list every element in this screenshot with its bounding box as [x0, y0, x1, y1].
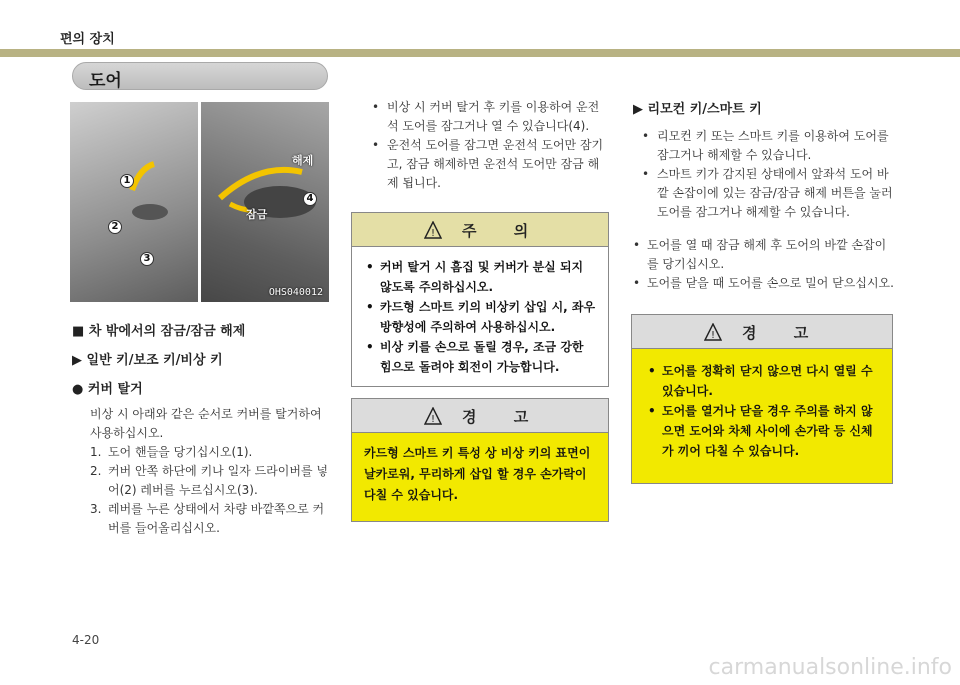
header-band	[0, 0, 960, 50]
section-title: 편의 장치	[60, 32, 115, 47]
door-handle-shape	[132, 204, 168, 220]
list-item: • 도어를 정확히 닫지 않으면 다시 열릴 수 있습니다.	[648, 364, 873, 398]
step-item: 2. 커버 안쪽 하단에 키나 일자 드라이버를 넣어(2) 레버를 누르십시오(3).	[90, 464, 328, 497]
step-item: 1. 도어 핸들을 당기십시오(1).	[90, 445, 253, 459]
svg-text:!: !	[430, 228, 436, 239]
circle-bullet-icon: ●	[72, 382, 88, 397]
header-rule	[0, 49, 960, 57]
warning-triangle-icon	[704, 323, 722, 341]
heading-key-types: ▶ 일반 키/보조 키/비상 키	[72, 353, 223, 368]
triangle-bullet-icon: ▶	[72, 353, 87, 368]
chapter-title: 도어	[89, 71, 122, 91]
square-bullet-icon: ■	[72, 324, 89, 339]
label-release: 해제	[292, 154, 314, 167]
middle-column	[363, 98, 609, 193]
warning-title: 경 고	[462, 408, 545, 426]
triangle-bullet-icon: ▶	[633, 102, 648, 117]
warning-triangle-icon	[424, 221, 442, 239]
caution-content	[352, 247, 608, 387]
marker-1: 1	[120, 174, 134, 188]
note-item: • 도어를 열 때 잠금 해제 후 도어의 바깥 손잡이를 당기십시오.	[633, 238, 887, 271]
page-header	[0, 0, 960, 56]
warning-header	[352, 399, 608, 433]
warning-content	[632, 349, 892, 483]
svg-text:!: !	[710, 330, 716, 341]
heading-outside-lock: ■ 차 밖에서의 잠금/잠금 해제	[72, 324, 246, 339]
warning-content: 카드형 스마트 키 특성 상 비상 키의 표면이 날카로워, 무리하게 삽입 할 경우 손가락이 다칠 수 있습니다.	[352, 433, 608, 521]
list-item: • 리모컨 키 또는 스마트 키를 이용하여 도어를 잠그거나 해제할 수 있습니다.	[642, 129, 889, 162]
arrow-1	[132, 164, 154, 190]
warning-triangle-icon	[424, 407, 442, 425]
cover-intro: 비상 시 아래와 같은 순서로 커버를 탈거하여 사용하십시오.	[90, 407, 322, 440]
step-item: 3. 레버를 누른 상태에서 차량 바깥쪽으로 커버를 들어올리십시오.	[90, 502, 325, 535]
marker-4: 4	[303, 192, 317, 206]
watermark: carmanualsonline.info	[708, 655, 952, 680]
note-item: • 도어를 닫을 때 도어를 손으로 밀어 닫으십시오.	[633, 276, 894, 290]
figure-code: OHS040012	[268, 287, 323, 298]
caution-header	[352, 213, 608, 247]
list-item: • 스마트 키가 감지된 상태에서 앞좌석 도어 바깥 손잡이에 있는 잠금/잠금 해제 버튼을 눌러 도어를 잠그거나 해제할 수 있습니다.	[642, 167, 893, 219]
heading-cover-removal: ● 커버 탈거	[72, 382, 143, 397]
figure-arrows	[70, 102, 329, 302]
right-column	[633, 98, 895, 293]
left-column	[72, 320, 334, 538]
marker-2: 2	[108, 220, 122, 234]
list-item: • 커버 탈거 시 흠집 및 커버가 분실 되지 않도록 주의하십시오.	[366, 260, 584, 294]
svg-text:!: !	[430, 414, 436, 425]
list-item: • 비상 시 커버 탈거 후 키를 이용하여 운전석 도어를 잠그거나 열 수 있습니다(4).	[372, 100, 600, 133]
door-figure	[70, 102, 329, 302]
label-lock: 잠금	[246, 208, 268, 221]
list-item: • 카드형 스마트 키의 비상키 삽입 시, 좌우 방향성에 주의하여 사용하십시오.	[366, 300, 596, 334]
warning-header	[632, 315, 892, 349]
list-item: • 도어를 열거나 닫을 경우 주의를 하지 않으면 도어와 차체 사이에 손가락 등 신체가 끼어 다칠 수 있습니다.	[648, 404, 873, 458]
page-number: 4-20	[72, 633, 100, 647]
warning-box-right	[631, 314, 893, 484]
caution-title: 주 의	[462, 222, 545, 240]
warning-box-middle	[351, 398, 609, 522]
list-item: • 운전석 도어를 잠그면 운전석 도어만 잠기고, 잠금 해제하면 운전석 도어만 잠금 해제 됩니다.	[372, 138, 604, 190]
chapter-pill	[72, 62, 328, 90]
marker-3: 3	[140, 252, 154, 266]
heading-remote-key: ▶ 리모컨 키/스마트 키	[633, 102, 762, 117]
list-item: • 비상 키를 손으로 돌릴 경우, 조금 강한 힘으로 돌려야 회전이 가능합니다.	[366, 340, 584, 374]
cover-steps	[72, 443, 334, 538]
caution-box	[351, 212, 609, 387]
warning-title: 경 고	[742, 324, 825, 342]
